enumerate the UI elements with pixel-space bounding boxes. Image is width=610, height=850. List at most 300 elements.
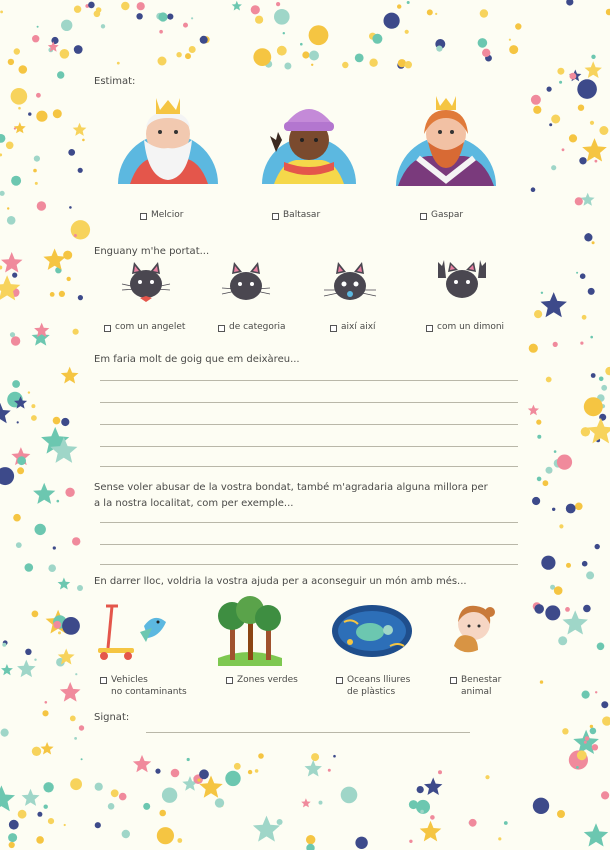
- confetti-dot: [88, 2, 95, 9]
- world-label-line2: animal: [461, 687, 492, 697]
- signature-label: Signat:: [94, 712, 130, 723]
- world-option-animals[interactable]: [450, 674, 501, 698]
- confetti-dot: [557, 68, 564, 75]
- confetti-dot: [283, 32, 285, 34]
- confetti-dot: [14, 48, 20, 54]
- confetti-dot: [96, 7, 102, 13]
- confetti-dot: [70, 716, 76, 722]
- confetti-dot: [300, 43, 303, 46]
- confetti-dot: [585, 736, 590, 741]
- confetti-dot: [255, 16, 263, 24]
- confetti-dot: [427, 9, 433, 15]
- confetti-star: [17, 660, 35, 678]
- confetti-dot: [36, 836, 44, 844]
- confetti-dot: [35, 524, 46, 535]
- confetti-dot: [469, 819, 477, 827]
- confetti-dot: [143, 803, 150, 810]
- confetti-dot: [595, 544, 600, 549]
- confetti-dot: [137, 2, 145, 10]
- king-label: Melcior: [151, 210, 184, 220]
- wish-line[interactable]: [100, 402, 518, 403]
- confetti-dot: [32, 35, 39, 42]
- confetti-dot: [504, 821, 508, 825]
- confetti-dot: [60, 49, 70, 59]
- confetti-dot: [515, 23, 521, 29]
- confetti-dot: [48, 564, 56, 572]
- confetti-dot: [248, 770, 252, 774]
- greeting: Estimat:: [94, 76, 136, 87]
- melcior-illustration: [108, 90, 228, 184]
- confetti-dot: [482, 49, 490, 57]
- confetti-dot: [409, 840, 412, 843]
- confetti-dot: [11, 336, 20, 345]
- confetti-dot: [0, 266, 2, 270]
- confetti-dot: [584, 233, 592, 241]
- confetti-dot: [554, 450, 557, 453]
- world-label-line1: Benestar: [461, 675, 502, 685]
- confetti-star: [563, 610, 588, 634]
- confetti-dot: [546, 377, 552, 383]
- confetti-dot: [562, 148, 565, 151]
- confetti-dot: [183, 23, 188, 28]
- confetti-dot: [95, 783, 103, 791]
- confetti-dot: [562, 728, 568, 734]
- confetti-dot: [591, 373, 596, 378]
- confetti-dot: [31, 404, 35, 408]
- confetti-dot: [136, 13, 142, 19]
- confetti-dot: [306, 844, 314, 850]
- confetti-star: [420, 821, 442, 842]
- confetti-dot: [328, 769, 331, 772]
- checkbox[interactable]: [272, 213, 279, 220]
- world-option-vehicles[interactable]: [100, 674, 187, 698]
- confetti-star: [14, 122, 26, 133]
- confetti-star: [0, 275, 20, 300]
- confetti-star: [584, 823, 608, 846]
- confetti-dot: [546, 467, 553, 474]
- confetti-dot: [9, 842, 15, 848]
- confetti-star: [581, 193, 595, 206]
- king-option-baltasar[interactable]: [272, 210, 320, 220]
- locality-line[interactable]: [100, 564, 518, 565]
- scooter-bird-icon: [94, 598, 174, 662]
- checkbox[interactable]: [226, 677, 233, 684]
- signature-line[interactable]: [146, 732, 470, 733]
- confetti-dot: [61, 418, 69, 426]
- confetti-dot: [0, 191, 5, 196]
- confetti-dot: [606, 9, 610, 16]
- green-zones-icon: [214, 596, 286, 666]
- confetti-dot: [601, 701, 608, 708]
- confetti-dot: [584, 741, 587, 744]
- confetti-dot: [45, 701, 48, 704]
- confetti-dot: [274, 9, 290, 25]
- confetti-dot: [498, 837, 501, 840]
- confetti-dot: [159, 810, 166, 817]
- confetti-dot: [108, 803, 115, 810]
- king-option-melcior[interactable]: [140, 210, 183, 220]
- confetti-dot: [191, 17, 193, 19]
- confetti-dot: [95, 822, 101, 828]
- locality-line[interactable]: [100, 522, 518, 523]
- confetti-dot: [545, 605, 560, 620]
- confetti-dot: [64, 824, 66, 826]
- confetti-dot: [551, 115, 560, 124]
- confetti-dot: [576, 766, 579, 769]
- confetti-dot: [591, 55, 595, 59]
- confetti-dot: [595, 160, 598, 163]
- confetti-dot: [53, 109, 62, 118]
- confetti-dot: [17, 467, 24, 474]
- confetti-dot: [0, 11, 3, 14]
- confetti-dot: [176, 52, 181, 57]
- confetti-dot: [36, 93, 41, 98]
- confetti-dot: [558, 636, 567, 645]
- letter-sheet: [78, 62, 538, 762]
- king-option-gaspar[interactable]: [420, 210, 463, 220]
- angel-cat-icon: [118, 260, 174, 308]
- confetti-dot: [309, 25, 329, 45]
- confetti-dot: [8, 833, 17, 842]
- confetti-star: [1, 664, 13, 675]
- confetti-dot: [44, 805, 48, 809]
- confetti-dot: [557, 455, 572, 470]
- confetti-dot: [74, 6, 81, 13]
- confetti-dot: [35, 182, 38, 185]
- confetti-star: [33, 483, 55, 504]
- confetti-dot: [480, 9, 488, 17]
- confetti-dot: [177, 838, 182, 843]
- confetti-dot: [17, 456, 26, 465]
- confetti-dot: [197, 779, 200, 782]
- confetti-dot: [167, 14, 173, 20]
- behavior-label: com un dimoni: [437, 322, 505, 332]
- confetti-dot: [584, 397, 603, 416]
- world-option-green[interactable]: [226, 674, 298, 686]
- confetti-dot: [602, 716, 610, 725]
- confetti-dot: [420, 810, 424, 814]
- confetti-dot: [74, 234, 77, 237]
- confetti-dot: [13, 514, 21, 522]
- wish-line[interactable]: [100, 380, 518, 381]
- confetti-dot: [251, 5, 260, 14]
- confetti-dot: [601, 791, 609, 799]
- confetti-dot: [485, 775, 489, 779]
- confetti-dot: [276, 2, 280, 6]
- confetti-dot: [34, 156, 40, 162]
- devil-cat-icon: [432, 256, 492, 306]
- confetti-dot: [309, 51, 319, 61]
- confetti-dot: [397, 4, 401, 8]
- ocean-turtle-icon: [330, 602, 414, 660]
- confetti-dot: [68, 149, 75, 156]
- confetti-star: [582, 138, 607, 161]
- behavior-heading: Enguany m'he portat...: [94, 246, 210, 257]
- locality-heading-line2: a la nostra localitat, com per exemple...: [94, 498, 294, 509]
- confetti-dot: [65, 488, 74, 497]
- checkbox[interactable]: [140, 213, 147, 220]
- confetti-dot: [277, 819, 283, 825]
- confetti-dot: [37, 812, 42, 817]
- confetti-dot: [599, 126, 608, 135]
- confetti-dot: [53, 621, 61, 629]
- confetti-dot: [540, 680, 543, 683]
- checkbox[interactable]: [336, 677, 343, 684]
- confetti-dot: [559, 81, 562, 84]
- confetti-dot: [341, 787, 358, 804]
- confetti-dot: [372, 34, 382, 44]
- checkbox[interactable]: [330, 325, 337, 332]
- confetti-dot: [355, 54, 364, 63]
- locality-heading-line1: Sense voler abusar de la vostra bondat, també m'agradaria alguna millora per: [94, 482, 488, 493]
- confetti-dot: [19, 65, 28, 74]
- confetti-dot: [565, 607, 570, 612]
- wish-heading: Em faria molt de goig que em deixàreu...: [94, 354, 300, 365]
- king-label: Gaspar: [431, 210, 464, 220]
- confetti-star: [43, 249, 66, 270]
- behavior-label: així així: [341, 322, 376, 332]
- behavior-option-good[interactable]: [218, 322, 286, 332]
- confetti-dot: [155, 769, 160, 774]
- confetti-dot: [509, 45, 518, 54]
- confetti-dot: [7, 207, 9, 209]
- confetti-dot: [12, 273, 17, 278]
- world-label-line1: Zones verdes: [237, 675, 298, 685]
- confetti-dot: [576, 272, 578, 274]
- checkbox[interactable]: [450, 677, 457, 684]
- confetti-dot: [580, 273, 586, 279]
- confetti-dot: [1, 729, 9, 737]
- confetti-dot: [436, 46, 442, 52]
- confetti-dot: [588, 288, 595, 295]
- confetti-dot: [407, 1, 410, 4]
- world-label-line1: Oceans lliures: [347, 675, 411, 685]
- confetti-dot: [549, 123, 552, 126]
- proper-cat-icon: [218, 260, 274, 308]
- confetti-dot: [569, 134, 577, 142]
- wish-line[interactable]: [100, 446, 518, 447]
- confetti-dot: [605, 367, 610, 375]
- confetti-dot: [157, 827, 174, 844]
- confetti-dot: [543, 480, 549, 486]
- confetti-dot: [171, 769, 180, 778]
- confetti-dot: [0, 467, 14, 485]
- confetti-dot: [590, 725, 593, 728]
- confetti-star: [1, 252, 23, 273]
- confetti-dot: [189, 46, 196, 53]
- confetti-dot: [74, 737, 77, 740]
- confetti-dot: [577, 79, 597, 99]
- confetti-dot: [580, 342, 583, 345]
- confetti-dot: [53, 546, 56, 549]
- wish-line[interactable]: [100, 424, 518, 425]
- confetti-dot: [533, 798, 549, 814]
- confetti-dot: [592, 744, 598, 750]
- confetti-dot: [592, 241, 595, 244]
- confetti-dot: [199, 769, 209, 779]
- confetti-star: [0, 785, 15, 811]
- confetti-dot: [6, 142, 14, 150]
- confetti-dot: [25, 649, 31, 655]
- confetti-dot: [74, 45, 83, 54]
- confetti-dot: [42, 710, 48, 716]
- confetti-dot: [18, 107, 21, 110]
- confetti-dot: [12, 380, 20, 388]
- confetti-star: [61, 367, 79, 384]
- world-label-line2: de plàstics: [347, 687, 396, 697]
- confetti-dot: [28, 391, 30, 393]
- confetti-dot: [435, 13, 437, 15]
- king-label: Baltasar: [283, 210, 321, 220]
- confetti-dot: [200, 36, 208, 44]
- confetti-dot: [61, 20, 72, 31]
- confetti-star: [22, 789, 40, 806]
- confetti-dot: [319, 801, 323, 805]
- confetti-dot: [34, 659, 36, 661]
- behavior-option-angel[interactable]: [104, 322, 185, 332]
- behavior-option-devil[interactable]: [426, 322, 504, 332]
- confetti-dot: [586, 571, 594, 579]
- confetti-dot: [405, 30, 409, 34]
- confetti-dot: [601, 385, 607, 391]
- confetti-dot: [302, 51, 309, 58]
- confetti-dot: [58, 631, 61, 634]
- wish-line[interactable]: [100, 466, 518, 467]
- confetti-dot: [599, 377, 604, 382]
- confetti-dot: [570, 73, 577, 80]
- confetti-star: [253, 816, 280, 842]
- confetti-dot: [582, 691, 590, 699]
- confetti-dot: [158, 12, 167, 21]
- confetti-dot: [0, 134, 5, 143]
- confetti-dot: [101, 24, 105, 28]
- confetti-dot: [67, 277, 71, 281]
- confetti-dot: [234, 763, 241, 770]
- confetti-dot: [48, 818, 54, 824]
- confetti-dot: [277, 46, 287, 56]
- so-so-cat-icon: [322, 260, 378, 310]
- world-label-line1: Vehicles: [111, 675, 148, 685]
- confetti-dot: [32, 747, 41, 756]
- confetti-dot: [11, 176, 21, 186]
- confetti-dot: [409, 800, 418, 809]
- confetti-dot: [478, 38, 488, 48]
- confetti-dot: [2, 643, 6, 647]
- confetti-dot: [575, 503, 583, 511]
- confetti-dot: [70, 778, 82, 790]
- confetti-dot: [37, 201, 46, 210]
- confetti-dot: [577, 750, 587, 760]
- confetti-dot: [159, 30, 163, 34]
- gaspar-illustration: [388, 88, 504, 186]
- world-option-oceans[interactable]: [336, 674, 410, 698]
- confetti-star: [41, 742, 54, 755]
- confetti-dot: [575, 197, 583, 205]
- confetti-dot: [17, 421, 19, 423]
- confetti-dot: [9, 820, 19, 830]
- confetti-dot: [63, 251, 72, 260]
- confetti-dot: [557, 810, 565, 818]
- confetti-dot: [57, 500, 60, 503]
- confetti-dot: [566, 563, 571, 568]
- confetti-dot: [31, 415, 37, 421]
- confetti-dot: [18, 810, 27, 819]
- confetti-dot: [7, 216, 16, 225]
- confetti-dot: [32, 611, 39, 618]
- checkbox[interactable]: [426, 325, 433, 332]
- confetti-star: [58, 578, 71, 590]
- confetti-dot: [509, 39, 511, 41]
- behavior-label: com un angelet: [115, 322, 186, 332]
- confetti-dot: [541, 292, 543, 294]
- confetti-dot: [595, 691, 597, 693]
- confetti-dot: [583, 605, 591, 613]
- confetti-dot: [590, 336, 593, 339]
- world-label-line2: no contaminants: [111, 687, 187, 697]
- confetti-dot: [50, 292, 55, 297]
- confetti-dot: [582, 561, 588, 567]
- confetti-dot: [11, 88, 28, 105]
- confetti-dot: [578, 105, 584, 111]
- confetti-dot: [16, 542, 22, 548]
- confetti-dot: [566, 504, 576, 514]
- confetti-star: [587, 418, 610, 444]
- confetti-dot: [36, 111, 47, 122]
- confetti-dot: [597, 643, 605, 651]
- confetti-dot: [33, 169, 37, 173]
- confetti-dot: [215, 798, 224, 807]
- baltasar-illustration: [254, 92, 364, 184]
- world-heading: En darrer lloc, voldria la vostra ajuda per a aconseguir un món amb més...: [94, 576, 467, 587]
- behavior-option-so-so[interactable]: [330, 322, 376, 332]
- confetti-dot: [566, 0, 573, 6]
- confetti-dot: [541, 556, 555, 570]
- confetti-dot: [53, 417, 61, 425]
- confetti-star: [585, 61, 602, 78]
- confetti-dot: [111, 789, 119, 797]
- confetti-star: [541, 292, 567, 317]
- confetti-dot: [122, 830, 130, 838]
- confetti-dot: [579, 157, 586, 164]
- confetti-dot: [43, 782, 53, 792]
- confetti-dot: [185, 53, 191, 59]
- checkbox[interactable]: [218, 325, 225, 332]
- confetti-dot: [59, 291, 65, 297]
- confetti-dot: [0, 153, 2, 156]
- checkbox[interactable]: [100, 677, 107, 684]
- confetti-dot: [37, 26, 39, 28]
- confetti-dot: [590, 121, 594, 125]
- locality-line[interactable]: [100, 544, 518, 545]
- confetti-star: [424, 778, 442, 796]
- confetti-dot: [582, 315, 587, 320]
- checkbox[interactable]: [104, 325, 111, 332]
- confetti-dot: [162, 788, 177, 803]
- confetti-dot: [547, 87, 552, 92]
- confetti-star: [301, 798, 311, 807]
- confetti-star: [0, 403, 11, 423]
- confetti-dot: [57, 71, 64, 78]
- confetti-dot: [306, 835, 315, 844]
- confetti-dot: [430, 815, 435, 820]
- confetti-dot: [559, 524, 563, 528]
- confetti-dot: [119, 793, 127, 801]
- checkbox[interactable]: [420, 213, 427, 220]
- confetti-dot: [384, 13, 400, 29]
- confetti-dot: [255, 769, 259, 773]
- confetti-dot: [554, 586, 563, 595]
- confetti-star: [305, 760, 322, 777]
